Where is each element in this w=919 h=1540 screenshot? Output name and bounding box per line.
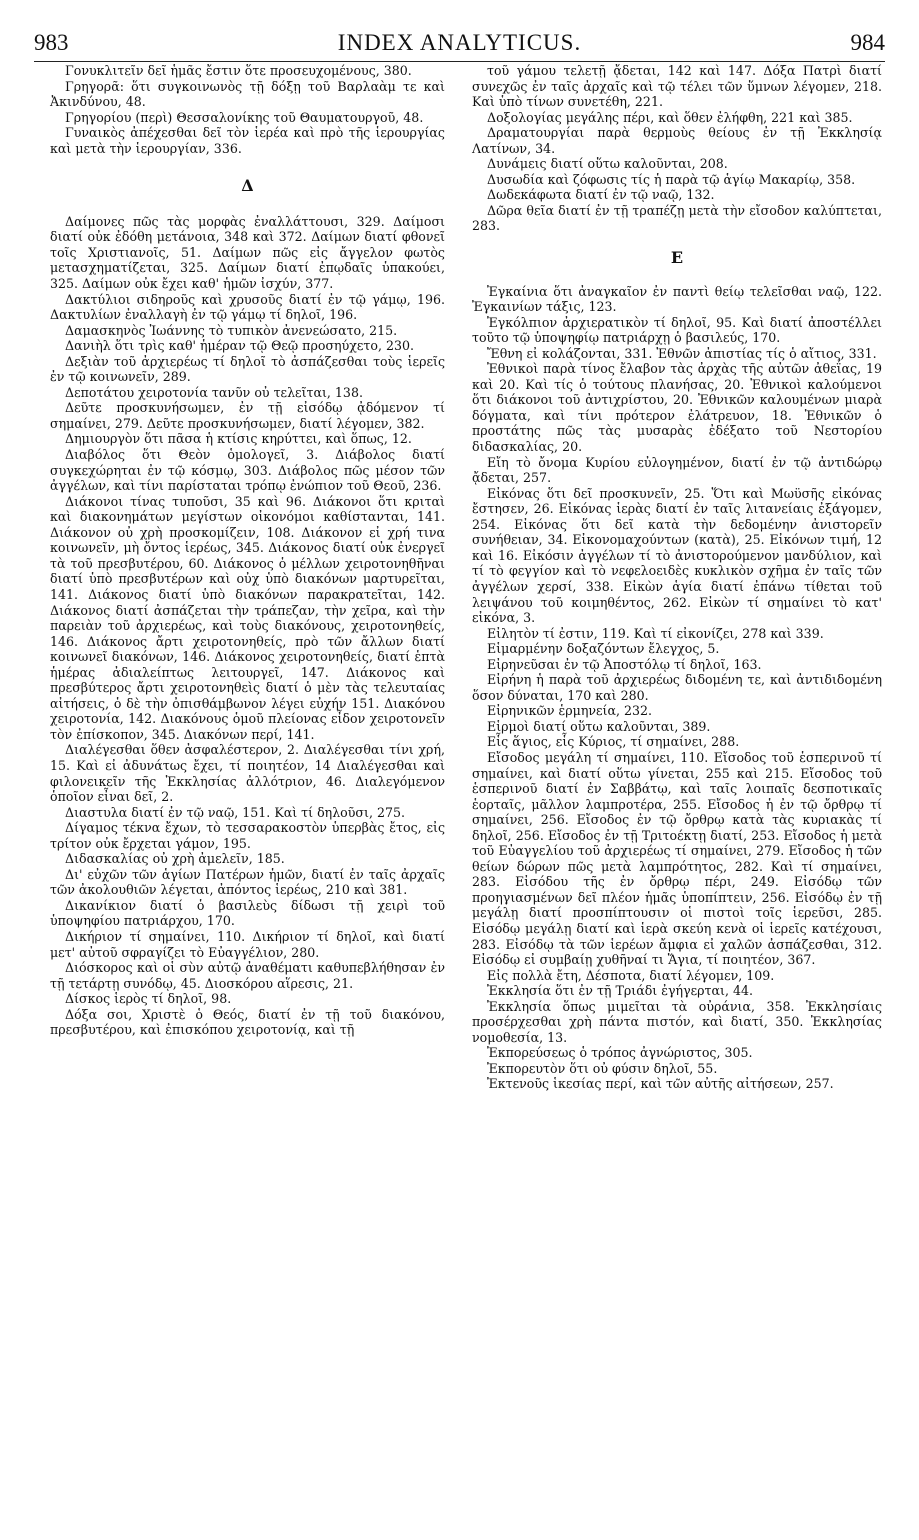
index-entry: Ἐκτενοῦς ἱκεσίας περί, καὶ τῶν αὐτῆς αἰτήσεων, 257. xyxy=(487,1076,834,1092)
index-entry: Διδασκαλίας οὐ χρὴ ἀμελεῖν, 185. xyxy=(65,851,285,867)
index-entry: τοῦ γάμου τελετῇ ᾄδεται, 142 καὶ 147. Δόξα Πατρὶ διατί συνεχῶς ἐν ταῖς ἀρχαῖς καὶ τῷ τέλει τῶν ὕμνων λέγομεν, 218. Καὶ ὑπὸ τίνων συνετέθη, 221. xyxy=(472,63,882,110)
running-title: INDEX ANALYTICUS. xyxy=(337,30,582,55)
index-entry: Εἰς πολλὰ ἔτη, Δέσποτα, διατί λέγομεν, 109. xyxy=(487,967,775,983)
index-entry: Δόξα σοι, Χριστὲ ὁ Θεός, διατί ἐν τῇ τοῦ διακόνου, πρεσβυτέρου, καὶ ἐπισκόπου χειροτονίᾳ, καὶ τῇ xyxy=(50,1006,445,1038)
index-entry: Δίγαμος τέκνα ἔχων, τὸ τεσσαρακοστὸν ὑπερβὰς ἔτος, εἰς τρίτον οὐκ ἔρχεται γάμον, 195. xyxy=(50,820,445,851)
index-entry: Δημιουργὸν ὅτι πᾶσα ἡ κτίσις κηρύττει, καὶ ὅπως, 12. xyxy=(65,431,412,447)
index-entry: Δικήριον τί σημαίνει, 110. Δικήριον τί δηλοῖ, καὶ διατί μετ' αὐτοῦ σφραγίζει τὸ Εὐαγγέλιον, 280. xyxy=(50,928,445,960)
index-entry: Εἰρηνικῶν ἑρμηνεία, 232. xyxy=(487,703,653,719)
index-entry: Εἴσοδος μεγάλη τί σημαίνει, 110. Εἴσοδος τοῦ ἑσπερινοῦ τί σημαίνει, καὶ διατί οὕτω γίνεται, 255 καὶ 215. Εἴσοδος τοῦ ἑσπερινοῦ διατί ἐν Σαββάτῳ, καὶ ταῖς λοιπαῖς δεσποτικαῖς ἑορταῖς, μᾶλλον λαμπροτέρα, 255. Εἴσοδος ἡ ἐν τῷ ὄρθρῳ τί σημαίνει, 256. Εἴσοδος ἐν τῷ ὄρθρῳ κατὰ τὰς κυριακὰς τί δηλοῖ, 256. Εἴσοδος ἐν τῇ Τριτοέκτῃ διατί, 253. Εἴσοδος ἡ μετὰ τοῦ Εὐαγγελίου τοῦ ἀρχιερέως τί σημαίνει, 279. Εἴσοδος ἡ τῶν θείων δώρων πῶς μετὰ λαμπρότητος, 282. Καὶ τί σημαίνει, 283. Εἰσόδου τῆς ἐν ὄρθρῳ πέρι, 249. Εἰσόδῳ τῶν προηγιασμένων δεῖ πλέον ἡμᾶς ὑποπίπτειν, 256. Εἰσόδῳ ἐν τῇ μεγάλῃ διατί προσπίπτουσιν οἱ πιστοὶ τοῖς ἱερεῦσι, 285. Εἰσόδῳ μεγάλῃ διατί καὶ ἱερὰ σκεύη κενὰ οἱ ἱερεῖς κατέχουσι, 283. Εἰσόδῳ τὰ τῶν ἱερέων ἄμφια εἰ χαλῶν ἀσπάζεσθαι, 312. Εἰσόδῳ εἰ συμβαίῃ χυθῆναί τι Ἅγια, τί ποιητέον, 367. xyxy=(472,749,882,968)
index-entry: Διαβόλος ὅτι Θεὸν ὁμολογεῖ, 3. Διάβολος διατί συγκεχώρηται ἐν τῷ κόσμῳ, 303. Διάβολος πῶς μέσον τῶν ἀγγέλων, καὶ τίνι παρίσταται τρόπῳ ἐνώπιον τοῦ Θεοῦ, 236. xyxy=(50,447,445,494)
index-entry: Εἰρήνη ἡ παρὰ τοῦ ἀρχιερέως διδομένη τε, καὶ ἀντιδιδομένη ὅσον δύναται, 170 καὶ 280. xyxy=(472,672,882,703)
index-entry: Δαμασκηνὸς Ἰωάννης τὸ τυπικὸν ἀνενεώσατο, 215. xyxy=(65,322,398,338)
right-top-entries xyxy=(472,63,882,234)
page-header xyxy=(34,30,885,60)
index-entry: Γρηγορᾶ: ὅτι συγκοινωνὸς τῇ δόξῃ τοῦ Βαρλαὰμ τε καὶ Ἀκινδύνου, 48. xyxy=(50,78,445,110)
index-entry: Δαίμονες πῶς τὰς μορφὰς ἐναλλάττουσι, 329. Δαίμοσι διατί οὐκ ἐδόθη μετάνοια, 348 καὶ 372. Δαίμων διατί φθονεῖ τοῖς Χριστιανοῖς, 51. Δαίμων πῶς εἰς ἄγγελον φωτὸς μετασχηματίζεται, 325. Δαίμων διατί ἐπῳδαῖς ὑπακούει, 325. Δαίμων οὐκ ἔχει καθ' ἡμῶν ἰσχύν, 377. xyxy=(50,213,445,292)
index-entry: Εἰκόνας ὅτι δεῖ προσκυνεῖν, 25. Ὅτι καὶ Μωϋσῆς εἰκόνας ἔστησεν, 26. Εἰκόνας ἱερὰς διατί ἐν ταῖς λιτανείαις ἐξάγομεν, 254. Εἰκόνας ὅτι δεῖ κατὰ τὴν δεδομένην ἀνιστορεῖν συνήθειαν, 34. Εἰκονομαχούντων (κατὰ), 25. Εἰκόνων τιμή, 12 καὶ 16. Εἰκόσιν ἀγγέλων τί τὸ ἀνιστορούμενον μανδύλιον, καὶ τί τὸ φεγγίον καὶ τὸ νεφελοειδὲς κυκλικὸν σχῆμα ἐν ταῖς τῶν ἀγγέλων χερσί, 338. Εἰκὼν ἁγία διατί ἐπάνω τίθεται τοῦ λειψάνου τοῦ κοιμηθέντος, 262. Εἰκὼν τί σημαίνει τὸ κατ' εἰκόνα, 3. xyxy=(472,485,882,626)
index-entry: Εἰρηνεῦσαι ἐν τῷ Ἀποστόλῳ τί δηλοῖ, 163. xyxy=(487,656,762,672)
index-entry: Ἐκκλησία ὅτι ἐν τῇ Τριάδι ἐγήγερται, 44. xyxy=(487,983,753,999)
index-entry: Ἔθνη εἰ κολάζονται, 331. Ἐθνῶν ἀπιστίας τίς ὁ αἴτιος, 331. xyxy=(487,345,877,361)
index-entry: Δανιὴλ ὅτι τρὶς καθ' ἡμέραν τῷ Θεῷ προσηύχετο, 230. xyxy=(65,338,414,354)
page-number-right: 984 xyxy=(850,30,885,55)
index-entry: Δοξολογίας μεγάλης πέρι, καὶ ὅθεν ἐλήφθη, 221 καὶ 385. xyxy=(487,109,853,125)
index-entry: Ἐγκόλπιον ἀρχιερατικὸν τί δηλοῖ, 95. Καὶ διατί ἀποστέλλει τοῦτο τῷ ὑποψηφίῳ πατριάρχῃ ὁ βασιλεύς, 170. xyxy=(472,314,882,346)
index-entry: Δῶρα θεῖα διατί ἐν τῇ τραπέζῃ μετὰ τὴν εἴσοδον καλύπτεται, 283. xyxy=(472,202,882,234)
index-entry: Δωδεκάφωτα διατί ἐν τῷ ναῷ, 132. xyxy=(487,187,715,203)
index-entry: Γονυκλιτεῖν δεῖ ἡμᾶς ἔστιν ὅτε προσευχομένους, 380. xyxy=(65,63,412,78)
index-entry: Δακτύλιοι σιδηροῦς καὶ χρυσοῦς διατί ἐν τῷ γάμῳ, 196. Δακτυλίων ἐναλλαγὴ ἐν τῷ γάμῳ τί δηλοῖ, 196. xyxy=(50,291,445,323)
index-entry: Εἰλητὸν τί ἐστιν, 119. Καὶ τί εἰκονίζει, 278 καὶ 339. xyxy=(487,625,824,641)
page-number-left: 983 xyxy=(34,30,69,55)
index-entry: Ἐκπορεύσεως ὁ τρόπος ἀγνώριστος, 305. xyxy=(487,1045,753,1061)
index-entry: Δεῦτε προσκυνήσωμεν, ἐν τῇ εἰσόδῳ ᾀδόμενον τί σημαίνει, 279. Δεῦτε προσκυνήσωμεν, διατί λέγομεν, 382. xyxy=(50,400,445,431)
index-entry: Γυναικὸς ἀπέχεσθαι δεῖ τὸν ἱερέα καὶ πρὸ τῆς ἱερουργίας καὶ μετὰ τὴν ἱερουργίαν, 336. xyxy=(50,125,445,156)
right-main-entries xyxy=(472,284,882,1092)
index-entry: Δυνάμεις διατί οὕτω καλοῦνται, 208. xyxy=(487,156,728,172)
index-entry: Εἴη τὸ ὄνομα Κυρίου εὐλογημένον, διατί ἐν τῷ ἀντιδώρῳ ᾄδεται, 257. xyxy=(472,454,882,486)
index-entry: Ἐκκλησία ὅπως μιμεῖται τὰ οὐράνια, 358. Ἐκκλησίαις προσέρχεσθαι χρὴ πάντα πιστόν, καὶ διατί, 350. Ἐκκλησίας νομοθεσία, 13. xyxy=(472,998,882,1045)
section-heading-delta: Δ xyxy=(241,176,254,196)
left-main-entries xyxy=(50,214,445,1038)
index-entry: Εἱρμοὶ διατί οὕτω καλοῦνται, 389. xyxy=(487,718,711,734)
index-entry: Διαστυλα διατί ἐν τῷ ναῷ, 151. Καὶ τί δηλοῦσι, 275. xyxy=(65,804,406,820)
index-entry: Διόσκορος καὶ οἱ σὺν αὐτῷ ἀναθέματι καθυπεβλήθησαν ἐν τῇ τετάρτῃ συνόδῳ, 45. Διοσκόρου αἵρεσις, 21. xyxy=(50,960,445,991)
index-entry: Δεξιὰν τοῦ ἀρχιερέως τί δηλοῖ τὸ ἀσπάζεσθαι τοὺς ἱερεῖς ἐν τῷ κοινωνεῖν, 289. xyxy=(50,353,445,385)
index-entry: Διάκονοι τίνας τυποῦσι, 35 καὶ 96. Διάκονοι ὅτι κριταὶ καὶ διακονημάτων μεγίστων οἰκονόμοι καθίστανται, 141. Διάκονον οὐ χρὴ προσκομίζειν, 108. Διάκονον εἰ χρή τινα κοινωνεῖν, μὴ ὄντος ἱερέως, 345. Διάκονος διατί οὐκ ἐνεργεῖ τὰ τοῦ πρεσβυτέρου, 60. Διάκονος ὁ μέλλων χειροτονηθῆναι διατί ὑπὸ πρεσβυτέρων καὶ οὐχ ὑπὸ διακόνων μαρτυρεῖται, 141. Διάκονος διατί ὑπὸ διακόνων παρακρατεῖται, 142. Διάκονος διατί ἀσπάζεται τὴν τράπεζαν, τὴν χεῖρα, καὶ τὴν παρειὰν τοῦ ἀρχιερέως, καὶ τοὺς διακόνους, χειροτονηθείς, 146. Διάκονος ἄρτι χειροτονηθείς, πρὸ τῶν ἄλλων διατί κοινωνεῖ διακόνων, 146. Διάκονος χειροτονηθείς, διατί ἑπτὰ ἡμέρας ἀδιαλείπτως λειτουργεῖ, 147. Διάκονος καὶ πρεσβύτερος ἄρτι χειροτονηθεὶς διατί ὁ μὲν τὰς τελευταίας αἰτήσεις, ὁ δὲ τὴν ὀπισθάμβωνον λέγει εὐχήν 151. Διακόνου χειροτονία, 142. Διακόνους ὁμοῦ πλείονας εἶδον χειροτονεῖν τὸν ἐπίσκοπον, 345. Διακόνων περί, 141. xyxy=(50,493,445,742)
index-entry: Εἱμαρμένην δοξαζόντων ἔλεγχος, 5. xyxy=(487,641,720,657)
index-entry: Δεποτάτου χειροτονία τανῦν οὐ τελεῖται, 138. xyxy=(65,384,363,400)
section-heading-epsilon: E xyxy=(670,248,684,268)
index-entry: Δυσωδία καὶ ζόφωσις τίς ἡ παρὰ τῷ ἁγίῳ Μακαρίῳ, 358. xyxy=(487,171,856,187)
index-entry: Εἷς ἅγιος, εἷς Κύριος, τί σημαίνει, 288. xyxy=(487,734,740,750)
header-rule xyxy=(34,61,885,62)
index-entry: Δικανίκιον διατί ὁ βασιλεὺς δίδωσι τῇ χειρὶ τοῦ ὑποψηφίου πατριάρχου, 170. xyxy=(50,897,445,929)
index-entry: Ἐκπορευτὸν ὅτι οὐ φύσιν δηλοῖ, 55. xyxy=(487,1060,718,1076)
index-entry: Ἐγκαίνια ὅτι ἀναγκαῖον ἐν παντὶ θείῳ τελεῖσθαι ναῷ, 122. Ἐγκαινίων τάξις, 123. xyxy=(472,283,882,315)
right-column xyxy=(472,63,882,1092)
left-column xyxy=(50,63,445,1038)
index-entry: Δίσκος ἱερὸς τί δηλοῖ, 98. xyxy=(65,991,232,1007)
index-entry: Δραματουργίαι παρὰ θερμοὺς θείους ἐν τῇ Ἐκκλησίᾳ Λατίνων, 34. xyxy=(472,125,882,156)
index-entry: Δι' εὐχῶν τῶν ἁγίων Πατέρων ἡμῶν, διατί ἐν ταῖς ἀρχαῖς τῶν ἀκολουθιῶν λέγεται, ἀπόντος ἱερέως, 210 καὶ 381. xyxy=(50,866,445,898)
index-entry: Γρηγορίου (περὶ) Θεσσαλονίκης τοῦ Θαυματουργοῦ, 48. xyxy=(65,109,424,125)
left-top-entries xyxy=(50,63,445,156)
index-entry: Διαλέγεσθαι ὅθεν ἀσφαλέστερον, 2. Διαλέγεσθαι τίνι χρή, 15. Καὶ εἰ ἀδυνάτως ἔχει, τί ποιητέον, 14 Διαλέγεσθαι καὶ φιλονεικεῖν τῆς Ἐκκλησίας ἀλλότριον, 46. Διαλεγόμενον ὁποῖον εἶναι δεῖ, 2. xyxy=(50,742,445,805)
index-entry: Ἐθνικοὶ παρὰ τίνος ἔλαβον τὰς ἀρχὰς τῆς αὐτῶν ἀθεΐας, 19 καὶ 20. Καὶ τίς ὁ τούτους πλανήσας, 20. Ἐθνικοὶ καλούμενοι ὅτι διάκονοι τοῦ ἀντιχρίστου, 20. Ἐθνικῶν καλουμένων μιαρὰ δόγματα, καὶ τίνι πρότερον ἐλάτρευον, 18. Ἐθνικῶν ὁ προστάτης πῶς τὰς μυσαρὰς ἐδέξατο τοῦ Νεστορίου διδασκαλίας, 20. xyxy=(472,361,882,455)
